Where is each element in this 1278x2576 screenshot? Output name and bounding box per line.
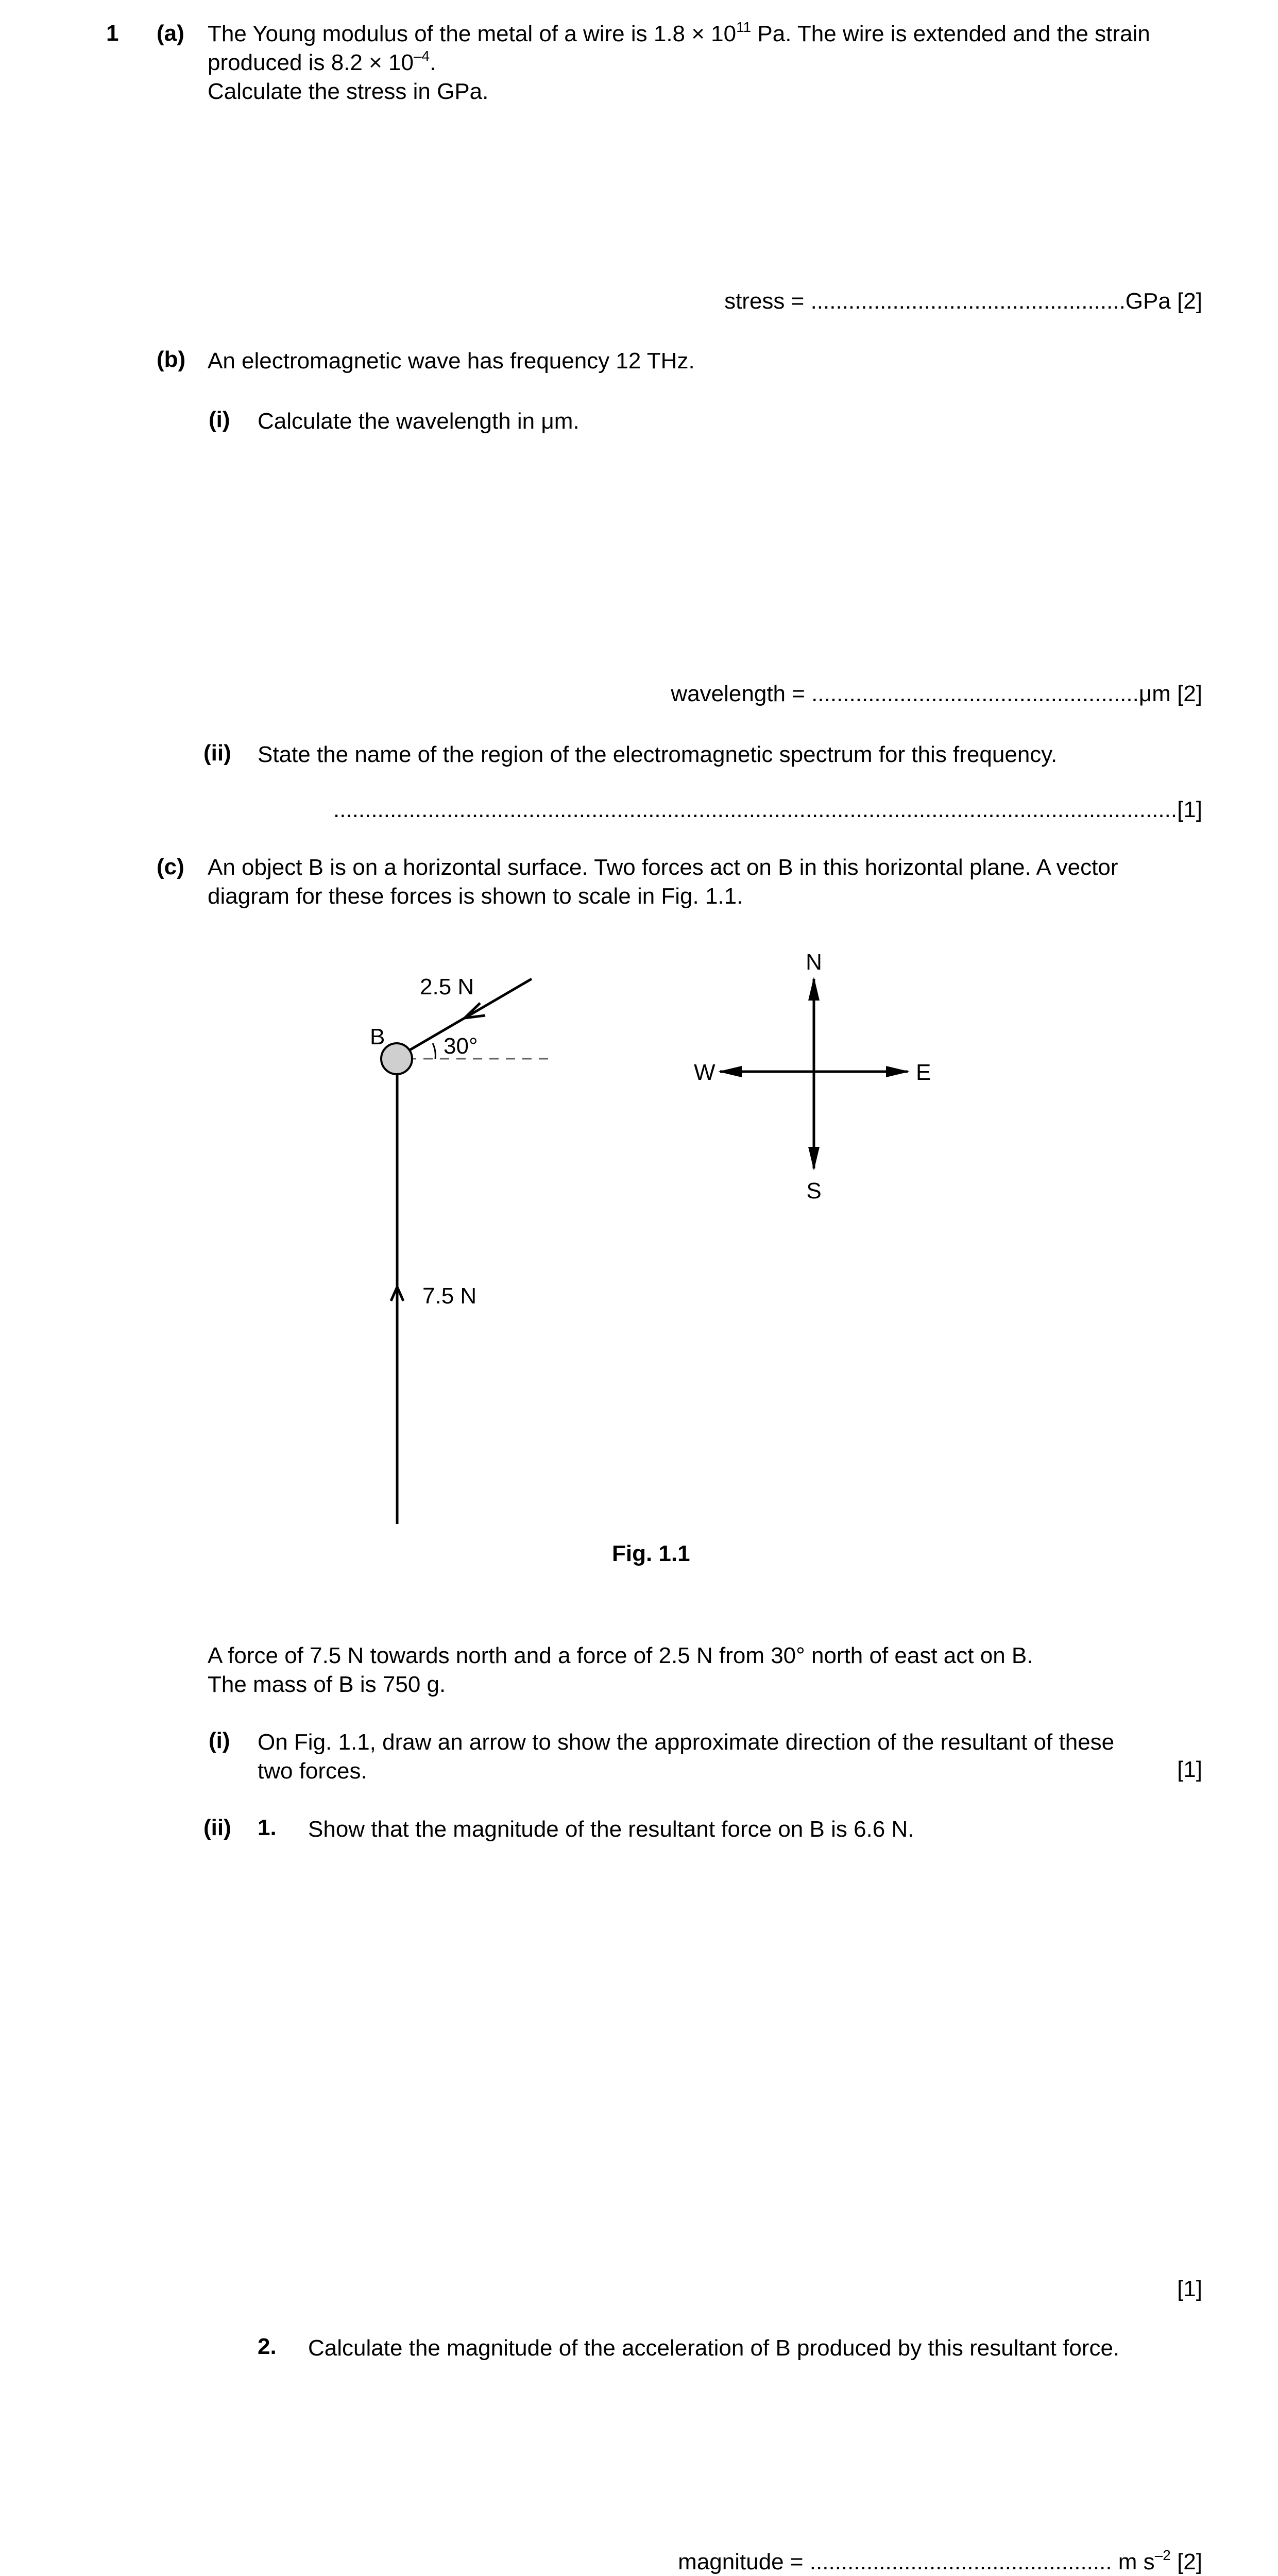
object-b-label: B [370, 1024, 385, 1049]
part-c-label: (c) [157, 854, 184, 879]
compass-east-label: E [916, 1060, 931, 1085]
part-c-ii-1-label: 1. [258, 1815, 277, 1840]
force-2-5n-label: 2.5 N [420, 974, 474, 999]
force-7-5n-label: 7.5 N [422, 1283, 477, 1309]
part-c-ii-1-question: Show that the magnitude of the resultant force on B is 6.6 N. [308, 1817, 914, 1842]
part-c-line-2: diagram for these forces is shown to scale in Fig. 1.1. [208, 884, 743, 909]
compass-west-arrow-icon [718, 1066, 742, 1077]
part-c-ii-1-mark: [1] [1177, 2276, 1202, 2301]
object-b-circle [381, 1043, 412, 1074]
part-b-ii-label: (ii) [203, 740, 231, 766]
stress-answer-line[interactable]: stress = ..................................................GPa [2] [724, 289, 1202, 314]
part-a-line-2: produced is $8.2 \times 10^{-4}$. [208, 48, 436, 75]
part-c-i-question [258, 1728, 1202, 1786]
part-c-i-label: (i) [209, 1728, 230, 1753]
compass-south-arrow-icon [808, 1147, 820, 1171]
forces-information: A force of 7.5 N towards north and a force of 2.5 N from 30° north of east act on B. [208, 1643, 1033, 1668]
compass-north-arrow-icon [808, 977, 820, 1001]
wavelength-answer-line[interactable]: wavelength = ....................................................μm [2] [671, 681, 1202, 706]
compass-north-label: N [806, 950, 822, 975]
part-a-line-3: Calculate the stress in GPa. [208, 79, 489, 104]
part-c-ii-2-question: Calculate the magnitude of the acceleration of B produced by this resultant force. [308, 2335, 1120, 2361]
part-b-label: (b) [157, 347, 186, 372]
part-b-ii-question: State the name of the region of the electromagnetic spectrum for this frequency. [258, 742, 1058, 767]
part-c-line-1: An object B is on a horizontal surface. Two forces act on B in this horizontal plane. A vector [208, 855, 1118, 880]
question-number: 1 [106, 21, 119, 46]
mass-information: The mass of B is 750 g. [208, 1672, 446, 1697]
part-c-i-line-2: two forces. [258, 1758, 367, 1784]
figure-caption: Fig. 1.1 [612, 1541, 690, 1566]
region-answer-line[interactable]: ......................................................................................................................................[1] [333, 797, 1202, 822]
angle-arc [433, 1043, 435, 1059]
part-b-question: An electromagnetic wave has frequency 12 THz. [208, 348, 695, 374]
part-c-i-mark: [1] [1177, 1757, 1202, 1782]
compass-west-label: W [694, 1060, 715, 1085]
part-b-i-label: (i) [209, 407, 230, 432]
part-c-information [208, 1641, 1202, 1699]
part-c-ii-label: (ii) [203, 1815, 231, 1840]
part-a-line-1: The Young modulus of the metal of a wire is $1.8 \times 10^{11}$ Pa. The wire is extended and the strain [208, 19, 1150, 46]
compass-east-arrow-icon [886, 1066, 910, 1077]
acceleration-answer-line[interactable]: magnitude = ................................................ m $s^{-2}$ [2] [678, 2547, 1202, 2574]
part-c-ii-2-label: 2. [258, 2334, 277, 2359]
compass-south-label: S [806, 1178, 822, 1204]
part-a-label: (a) [157, 21, 184, 46]
angle-label: 30° [444, 1033, 478, 1059]
part-b-i-question: Calculate the wavelength in μm. [258, 409, 580, 434]
part-c-i-line-1: On Fig. 1.1, draw an arrow to show the approximate direction of the resultant of these [258, 1730, 1115, 1755]
